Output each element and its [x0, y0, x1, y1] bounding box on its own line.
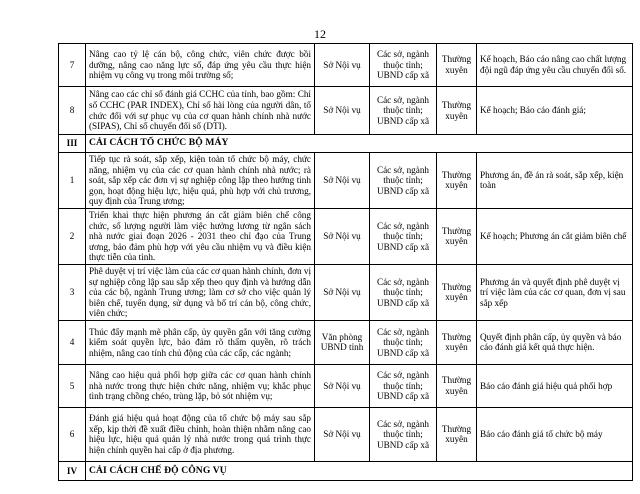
section-header-row	[59, 135, 633, 153]
coordinating-agencies: Các sở, ngành thuộc tỉnh; UBND cấp xã	[370, 153, 437, 209]
coordinating-agencies: Các sở, ngành thuộc tỉnh; UBND cấp xã	[370, 320, 437, 364]
task-description: Nâng cao hiệu quả phối hợp giữa các cơ quan hành chính nhà nước trong thực hiện chức năng, nhiệm vụ; khắc phục tình trạng chồng chéo, trùng lặp, bỏ sót nhiệm vụ;	[86, 364, 315, 407]
row-number: 4	[59, 320, 86, 364]
expected-output: Kế hoạch; Phương án cắt giảm biên chế	[477, 208, 633, 264]
lead-agency: Sở Nội vụ	[315, 87, 370, 135]
timeline: Thường xuyên	[437, 208, 477, 264]
timeline: Thường xuyên	[437, 264, 477, 320]
timeline: Thường xuyên	[437, 364, 477, 407]
task-description: Thúc đẩy mạnh mẽ phân cấp, ủy quyền gắn với tăng cường kiểm soát quyền lực, bảo đảm rõ thẩm quyền, rõ trách nhiệm, nâng cao tính chủ động của các cấp, các ngành;	[86, 320, 315, 364]
coordinating-agencies: Các sở, ngành thuộc tỉnh; UBND cấp xã	[370, 364, 437, 407]
lead-agency: Văn phòng UBND tỉnh	[315, 320, 370, 364]
row-number: 3	[59, 264, 86, 320]
timeline: Thường xuyên	[437, 407, 477, 461]
expected-output: Phương án và quyết định phê duyệt vị trí việc làm của các cơ quan, đơn vị sau sắp xếp	[477, 264, 633, 320]
lead-agency: Sở Nội vụ	[315, 407, 370, 461]
coordinating-agencies: Các sở, ngành thuộc tỉnh; UBND cấp xã	[370, 264, 437, 320]
table-row	[59, 407, 633, 461]
row-number: 5	[59, 364, 86, 407]
timeline: Thường xuyên	[437, 153, 477, 209]
table-row	[59, 364, 633, 407]
task-description: Đánh giá hiệu quả hoạt động của tổ chức bộ máy sau sắp xếp, kịp thời đề xuất điều chỉnh, hoàn thiện nhằm nâng cao hiệu lực, hiệu quả quản lý nhà nước trong quá trình thực hiện chính quyền hai cấp ở địa phương.	[86, 407, 315, 461]
row-number: 6	[59, 407, 86, 461]
table-row	[59, 264, 633, 320]
row-number: 2	[59, 208, 86, 264]
expected-output: Kế hoạch, Báo cáo nâng cao chất lượng đội ngũ đáp ứng yêu cầu chuyển đổi số.	[477, 44, 633, 87]
task-description: Nâng cao tỷ lệ cán bộ, công chức, viên chức được bồi dưỡng, nâng cao năng lực số, đáp ứng yêu cầu thực hiện nhiệm vụ công vụ trong môi trường số;	[86, 44, 315, 87]
section-number: IV	[59, 461, 86, 480]
section-title: CẢI CÁCH CHẾ ĐỘ CÔNG VỤ	[86, 461, 633, 480]
timeline: Thường xuyên	[437, 44, 477, 87]
timeline: Thường xuyên	[437, 87, 477, 135]
task-description: Tiếp tục rà soát, sắp xếp, kiện toàn tổ chức bộ máy, chức năng, nhiệm vụ của các cơ quan hành chính nhà nước; rà soát, sắp xếp các đơn vị sự nghiệp công lập theo hướng tinh gọn, hoạt động hiệu lực, hiệu quả, phù hợp với chủ trương, quy định của Trung ương;	[86, 153, 315, 209]
section-number: III	[59, 135, 86, 153]
lead-agency: Sở Nội vụ	[315, 208, 370, 264]
table-row	[59, 320, 633, 364]
table-row	[59, 44, 633, 87]
task-description: Triển khai thực hiện phương án cắt giảm biên chế công chức, số lượng người làm việc hưởng lương từ ngân sách nhà nước giai đoạn 2026 - 2031 theo chỉ đạo của Trung ương, bảo đảm phù hợp với yêu cầu nhiệm vụ và điều kiện thực tiễn của tỉnh.	[86, 208, 315, 264]
timeline: Thường xuyên	[437, 320, 477, 364]
coordinating-agencies: Các sở, ngành thuộc tỉnh; UBND cấp xã	[370, 208, 437, 264]
page-number: 12	[314, 27, 326, 41]
expected-output: Quyết định phân cấp, ủy quyền và báo cáo đánh giá kết quả thực hiện.	[477, 320, 633, 364]
lead-agency: Sở Nội vụ	[315, 44, 370, 87]
expected-output: Kế hoạch; Báo cáo đánh giá;	[477, 87, 633, 135]
task-table	[58, 43, 633, 481]
expected-output: Phương án, đề án rà soát, sắp xếp, kiện toàn	[477, 153, 633, 209]
lead-agency: Sở Nội vụ	[315, 364, 370, 407]
task-description: Phê duyệt vị trí việc làm của các cơ quan hành chính, đơn vị sự nghiệp công lập sau sắp xếp theo quy định và hướng dẫn của các bộ, ngành Trung ương; làm cơ sở cho việc quản lý biên chế, tuyển dụng, sử dụng và bố trí cán bộ, công chức, viên chức;	[86, 264, 315, 320]
table-row	[59, 208, 633, 264]
expected-output: Báo cáo đánh giá hiệu quả phối hợp	[477, 364, 633, 407]
lead-agency: Sở Nội vụ	[315, 153, 370, 209]
section-header-row	[59, 461, 633, 480]
coordinating-agencies: Các sở, ngành thuộc tỉnh; UBND cấp xã	[370, 87, 437, 135]
task-description: Nâng cao các chỉ số đánh giá CCHC của tỉnh, bao gồm: Chỉ số CCHC (PAR INDEX), Chỉ số hài lòng của người dân, tổ chức đối với sự phục vụ của cơ quan hành chính nhà nước (SIPAS), Chỉ số chuyển đổi số (DTI).	[86, 87, 315, 135]
coordinating-agencies: Các sở, ngành thuộc tỉnh; UBND cấp xã	[370, 44, 437, 87]
lead-agency: Sở Nội vụ	[315, 264, 370, 320]
table-row	[59, 87, 633, 135]
row-number: 8	[59, 87, 86, 135]
section-title: CẢI CÁCH TỔ CHỨC BỘ MÁY	[86, 135, 633, 153]
row-number: 7	[59, 44, 86, 87]
row-number: 1	[59, 153, 86, 209]
table-row	[59, 153, 633, 209]
coordinating-agencies: Các sở, ngành thuộc tỉnh; UBND cấp xã	[370, 407, 437, 461]
expected-output: Báo cáo đánh giá tổ chức bộ máy	[477, 407, 633, 461]
